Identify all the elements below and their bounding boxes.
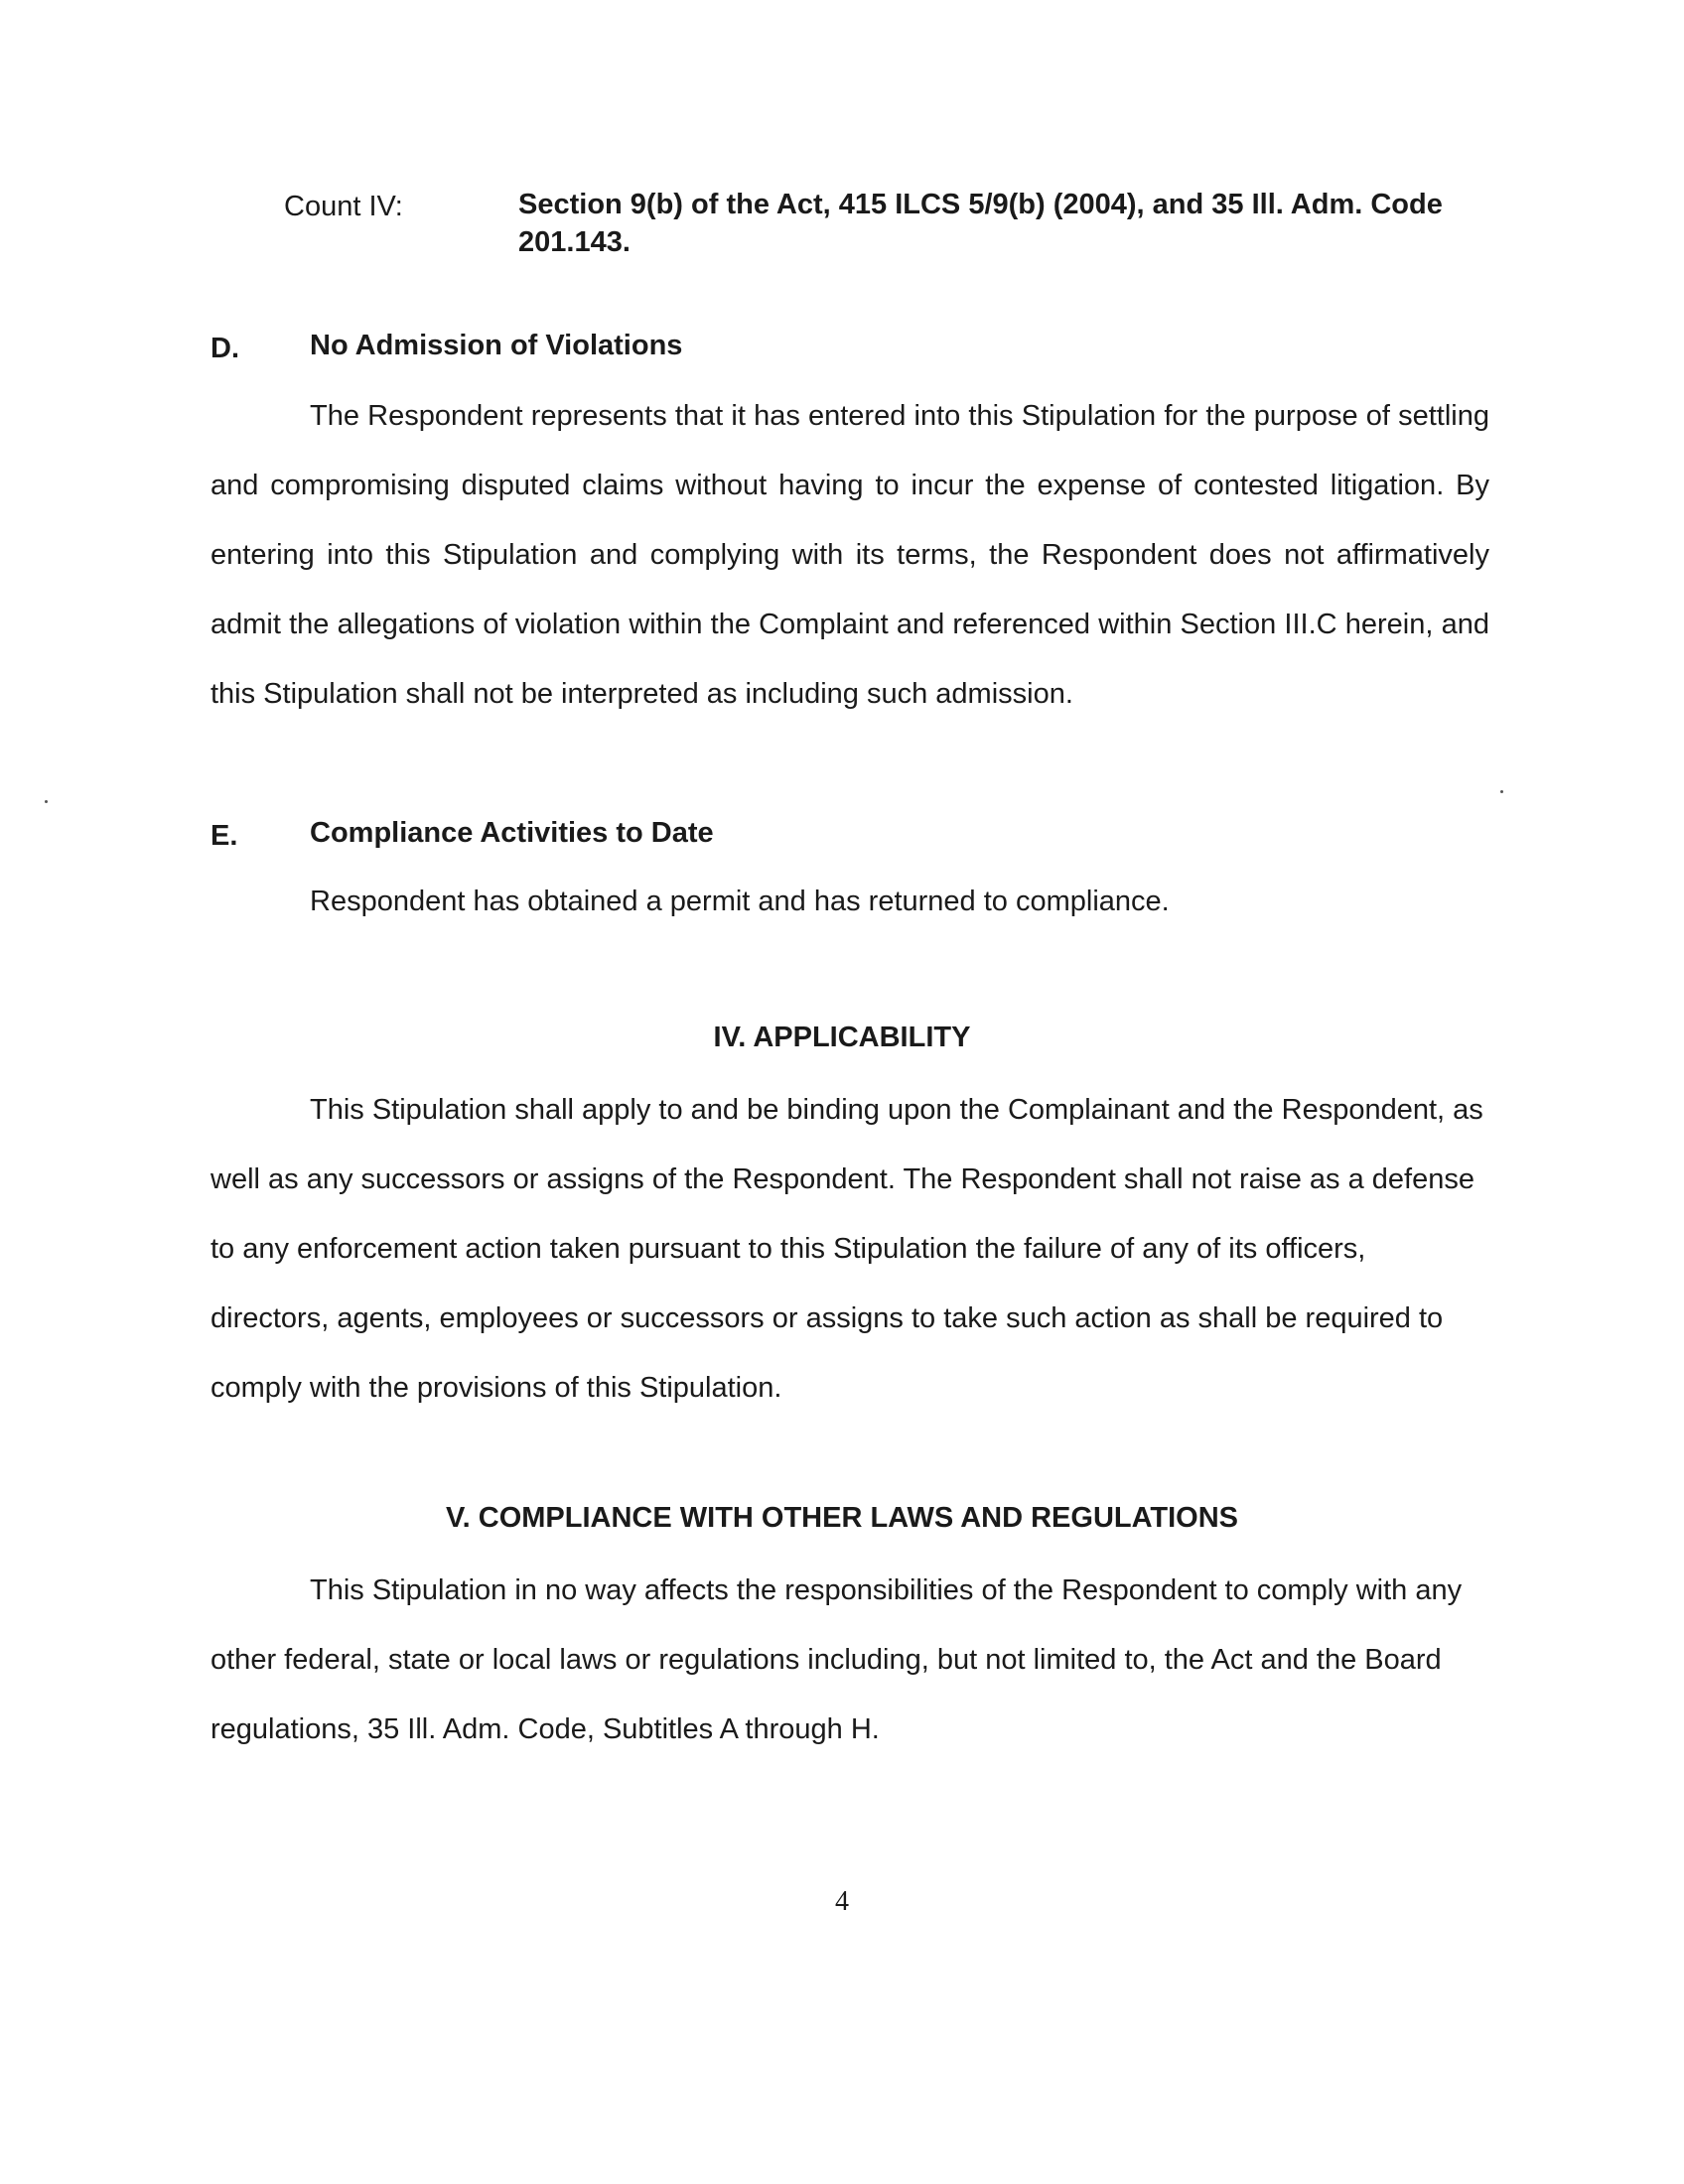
section-d-heading: No Admission of Violations bbox=[310, 330, 683, 361]
section-v-heading: V. COMPLIANCE WITH OTHER LAWS AND REGULATIONS bbox=[445, 1502, 1239, 1534]
section-iv-body: This Stipulation shall apply to and be binding upon the Complainant and the Respondent, as well as any successors or assigns of the Respondent. The Respondent shall not raise as a defense to any enforcement action taken pursuant to this Stipulation the failure of any of its officers, directors, agents, employees or successors or assigns to take such action as shall be required to comply with the provisions of this Stipulation. bbox=[210, 1094, 1483, 1404]
section-e-body: Respondent has obtained a permit and has returned to compliance. bbox=[310, 886, 1170, 917]
section-iv-paragraph bbox=[210, 1075, 1491, 1423]
section-d-paragraph bbox=[210, 381, 1489, 729]
scan-speck bbox=[1500, 790, 1503, 793]
section-e-heading: Compliance Activities to Date bbox=[310, 817, 714, 849]
section-iv-heading: IV. APPLICABILITY bbox=[713, 1022, 971, 1053]
section-d-body: The Respondent represents that it has entered into this Stipulation for the purpose of settling and compromising disputed claims without having to incur the expense of contested litigation. By entering into this Stipulation and complying with its terms, the Respondent does not affirmatively admit the allegations of violation within the Complaint and referenced within Section III.C herein, and this Stipulation shall not be interpreted as including such admission. bbox=[210, 400, 1489, 710]
count-citation: Section 9(b) of the Act, 415 ILCS 5/9(b) (2004), and 35 Ill. Adm. Code 201.143. bbox=[518, 189, 1443, 258]
section-v-paragraph bbox=[210, 1556, 1491, 1764]
section-e-letter: E. bbox=[210, 820, 238, 852]
section-d-letter: D. bbox=[210, 333, 239, 364]
scan-speck bbox=[45, 800, 48, 803]
page-number: 4 bbox=[835, 1886, 849, 1917]
count-label: Count IV: bbox=[284, 191, 403, 222]
section-v-body: This Stipulation in no way affects the responsibilities of the Respondent to comply with any other federal, state or local laws or regulations including, but not limited to, the Act and the Board regulations, 35 Ill. Adm. Code, Subtitles A through H. bbox=[210, 1574, 1463, 1745]
